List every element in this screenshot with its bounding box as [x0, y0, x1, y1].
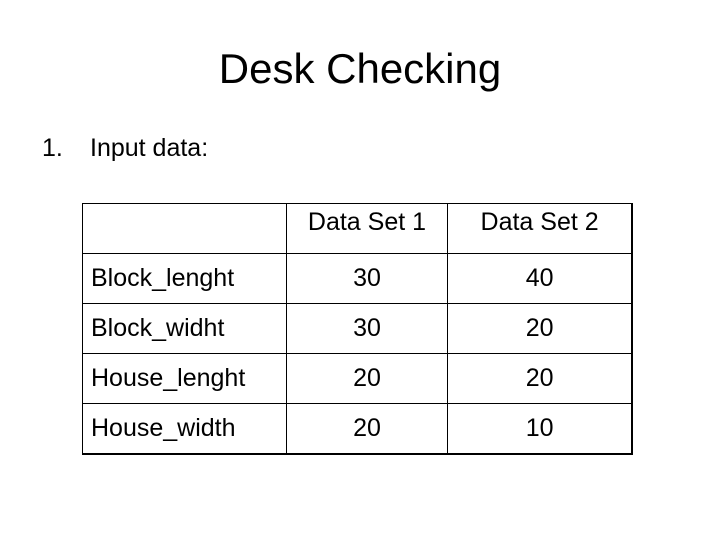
input-data-table: [82, 203, 633, 455]
table-row: [83, 354, 633, 404]
cell-data-set-2: 10: [448, 404, 632, 454]
table-row: [83, 254, 633, 304]
table-row: [83, 304, 633, 354]
list-text: Input data:: [90, 134, 209, 162]
cell-data-set-1: 30: [286, 304, 447, 354]
cell-data-set-2: 20: [448, 354, 632, 404]
table-row: [83, 404, 633, 454]
header-cell-empty: [83, 204, 287, 254]
row-label: Block_lenght: [83, 254, 287, 304]
header-cell-data-set-1: Data Set 1: [286, 204, 447, 254]
row-label: House_lenght: [83, 354, 287, 404]
cell-data-set-2: 40: [448, 254, 632, 304]
cell-data-set-1: 30: [286, 254, 447, 304]
row-label: House_width: [83, 404, 287, 454]
slide-title: Desk Checking: [218, 45, 502, 92]
cell-data-set-1: 20: [286, 354, 447, 404]
list-number: 1.: [42, 134, 63, 162]
row-label: Block_widht: [83, 304, 287, 354]
list-item-input-data: [42, 132, 208, 164]
table-header-row: [83, 204, 633, 254]
header-cell-data-set-2: Data Set 2: [448, 204, 632, 254]
cell-data-set-1: 20: [286, 404, 447, 454]
cell-data-set-2: 20: [448, 304, 632, 354]
